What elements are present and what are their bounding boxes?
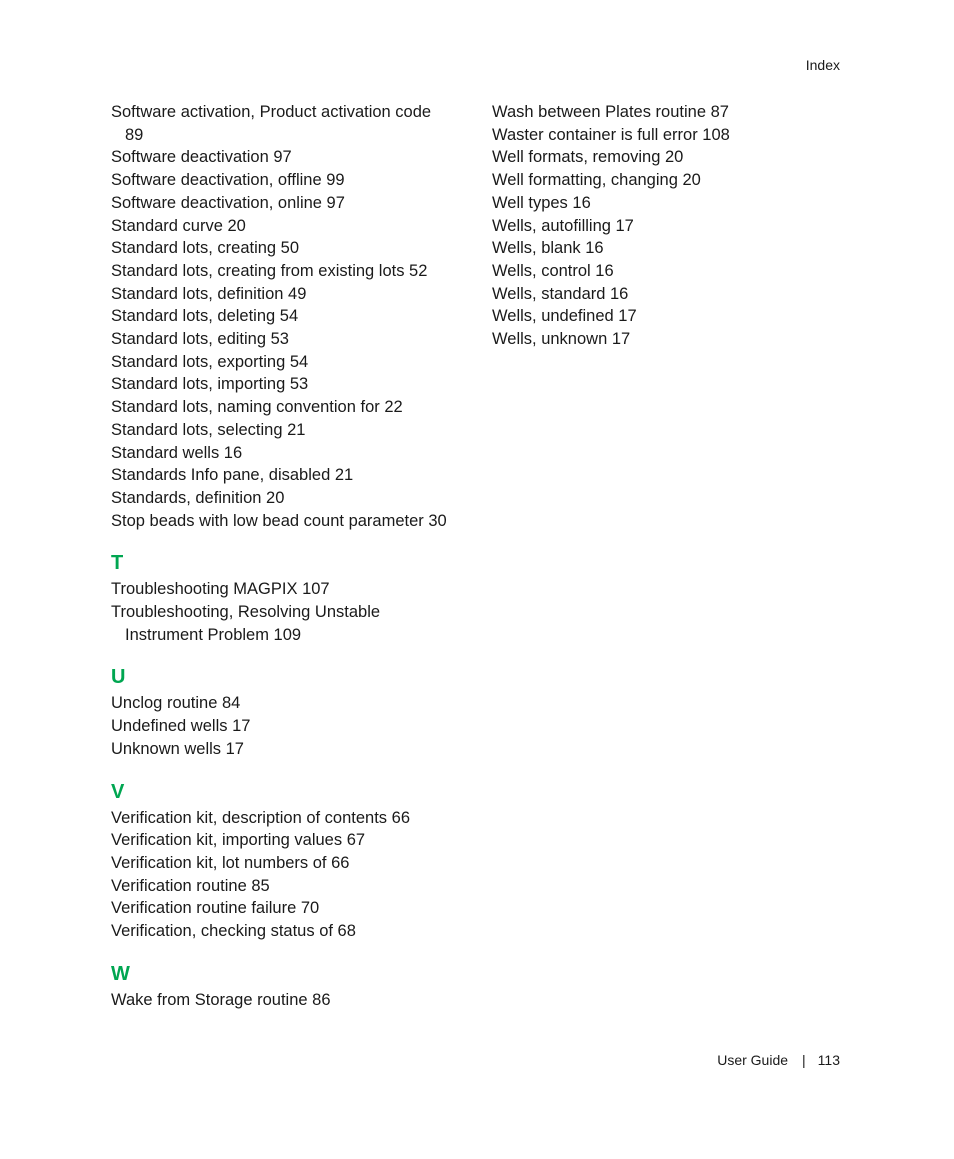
index-entry: Standard lots, creating from existing lots 52: [111, 261, 428, 280]
guide-label: User Guide: [717, 1052, 789, 1068]
index-entry: Standard lots, importing 53: [111, 375, 309, 394]
index-entry: Wells, autofilling 17: [492, 216, 634, 235]
index-entry: Verification kit, lot numbers of 66: [111, 853, 350, 872]
index-entry: Standards, definition 20: [111, 488, 285, 507]
index-entry: Wells, unknown 17: [492, 330, 631, 349]
page-footer: [717, 1051, 840, 1069]
section-letter-u: U: [111, 666, 126, 689]
index-entry: Troubleshooting MAGPIX 107: [111, 580, 330, 599]
index-entry: Well formats, removing 20: [492, 148, 684, 167]
footer-separator: |: [802, 1052, 806, 1068]
index-entry: Wells, undefined 17: [492, 307, 637, 326]
index-entry: Standard lots, exporting 54: [111, 352, 309, 371]
index-entry: Troubleshooting, Resolving Unstable Instrument Problem 109: [111, 603, 381, 644]
index-entry: Verification kit, importing values 67: [111, 831, 366, 850]
section-letter-w: W: [111, 962, 130, 985]
index-entry: Waster container is full error 108: [492, 125, 730, 144]
index-column-left: [111, 101, 481, 1012]
index-entry: Standard lots, editing 53: [111, 330, 289, 349]
index-entry: Standard lots, definition 49: [111, 284, 307, 303]
index-entry: Verification kit, description of contents 66: [111, 808, 410, 827]
index-entry: Wells, standard 16: [492, 284, 629, 303]
index-entry: Standard lots, deleting 54: [111, 307, 299, 326]
index-entry: Standard lots, selecting 21: [111, 420, 306, 439]
index-entry: Undefined wells 17: [111, 717, 251, 736]
index-entry: Standard curve 20: [111, 216, 246, 235]
index-column-right: [492, 101, 842, 351]
index-entry: Unknown wells 17: [111, 739, 244, 758]
index-entry: Standard wells 16: [111, 443, 243, 462]
index-entry: Standard lots, creating 50: [111, 239, 300, 258]
index-entry: Software deactivation 97: [111, 148, 292, 167]
index-entry: Wake from Storage routine 86: [111, 990, 331, 1009]
index-entry: Wells, control 16: [492, 261, 614, 280]
index-entry: Wash between Plates routine 87: [492, 103, 729, 121]
index-entry: Stop beads with low bead count parameter 30: [111, 511, 447, 530]
index-entry: Well formatting, changing 20: [492, 171, 701, 190]
index-entry: Software deactivation, offline 99: [111, 171, 345, 190]
index-entry: Verification routine failure 70: [111, 899, 320, 918]
index-entry: Well types 16: [492, 193, 591, 212]
section-letter-t: T: [111, 552, 124, 575]
index-entry: Software activation, Product activation code 89: [111, 103, 432, 144]
index-entry: Verification routine 85: [111, 876, 270, 895]
page-number: 113: [817, 1052, 840, 1068]
index-entry: Software deactivation, online 97: [111, 193, 345, 212]
index-entry: Standards Info pane, disabled 21: [111, 466, 354, 485]
index-entry: Verification, checking status of 68: [111, 922, 356, 941]
index-entry: Standard lots, naming convention for 22: [111, 398, 403, 417]
section-letter-v: V: [111, 780, 125, 803]
running-header: Index: [805, 57, 840, 73]
index-entry: Wells, blank 16: [492, 239, 604, 258]
index-entry: Unclog routine 84: [111, 694, 241, 713]
